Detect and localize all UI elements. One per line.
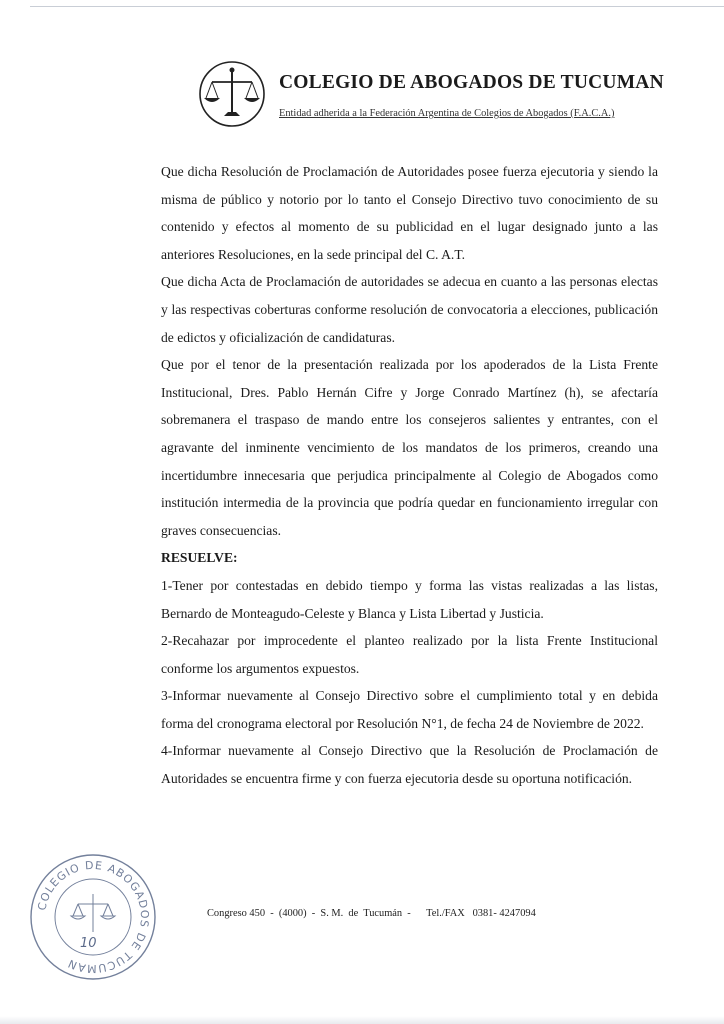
paragraph: Que por el tenor de la presentación realizada por los apoderados de la Lista Frente Institucional, Dres. Pablo Hernán Cifre y Jorge Conrado Martínez (h), se afectaría sobremanera el traspaso de mando entre los consejeros salientes y entrantes, con el agravante del inminente vencimiento de los mandatos de los primeros, creando una incertidumbre innecesaria que perjudica principalmente al Colegio de Abogados como institución intermedia de la provincia que podría quedar en funcionamiento irregular con graves consecuencias. bbox=[161, 357, 658, 538]
seal-text: COLEGIO DE ABOGADOS DE TUCUMAN bbox=[35, 858, 152, 976]
letterhead-subtitle: Entidad adherida a la Federación Argentina de Colegios de Abogados (F.A.C.A.) bbox=[279, 108, 615, 119]
paragraph: Que dicha Resolución de Proclamación de Autoridades posee fuerza ejecutoria y siendo la misma de público y notorio por lo tanto el Consejo Directivo tuvo conocimiento de su contenido y efectos al momento de su publicidad en el lugar designado junto a las anteriores Resoluciones, en la sede principal del C. A.T. bbox=[161, 164, 658, 262]
bottom-edge bbox=[0, 1016, 724, 1024]
top-edge-rule bbox=[30, 6, 724, 7]
resolution-item: 2-Recahazar por improcedente el planteo realizado por la lista Frente Institucional conforme los argumentos expuestos. bbox=[161, 633, 658, 676]
seal-scales-icon bbox=[71, 894, 115, 932]
document-body bbox=[161, 158, 658, 793]
resolution-item: 4-Informar nuevamente al Consejo Directivo que la Resolución de Proclamación de Autoridades se encuentra firme y con fuerza ejecutoria desde su oportuna notificación. bbox=[161, 743, 658, 787]
scales-of-justice-icon bbox=[198, 60, 266, 128]
footer-address: Congreso 450 - (4000) - S. M. de Tucumán - Tel./FAX 0381- 4247094 bbox=[207, 908, 536, 919]
official-seal-stamp bbox=[28, 852, 158, 982]
resolve-heading: RESUELVE: bbox=[161, 550, 238, 566]
resolution-item: 1-Tener por contestadas en debido tiempo y forma las vistas realizadas a las listas, Bernardo de Monteagudo-Celeste y Blanca y Lista Libertad y Justicia. bbox=[161, 577, 658, 621]
seal-number: 10 bbox=[80, 936, 97, 951]
resolution-item: 3-Informar nuevamente al Consejo Directivo sobre el cumplimiento total y en debida forma del cronograma electoral por Resolución N°1, de fecha 24 de Noviembre de 2022. bbox=[161, 688, 658, 731]
paragraph: Que dicha Acta de Proclamación de autoridades se adecua en cuanto a las personas electas y las respectivas coberturas conforme resolución de convocatoria a elecciones, publicación de edictos y oficialización de candidaturas. bbox=[161, 274, 658, 345]
letterhead-title: COLEGIO DE ABOGADOS DE TUCUMAN bbox=[279, 72, 664, 93]
